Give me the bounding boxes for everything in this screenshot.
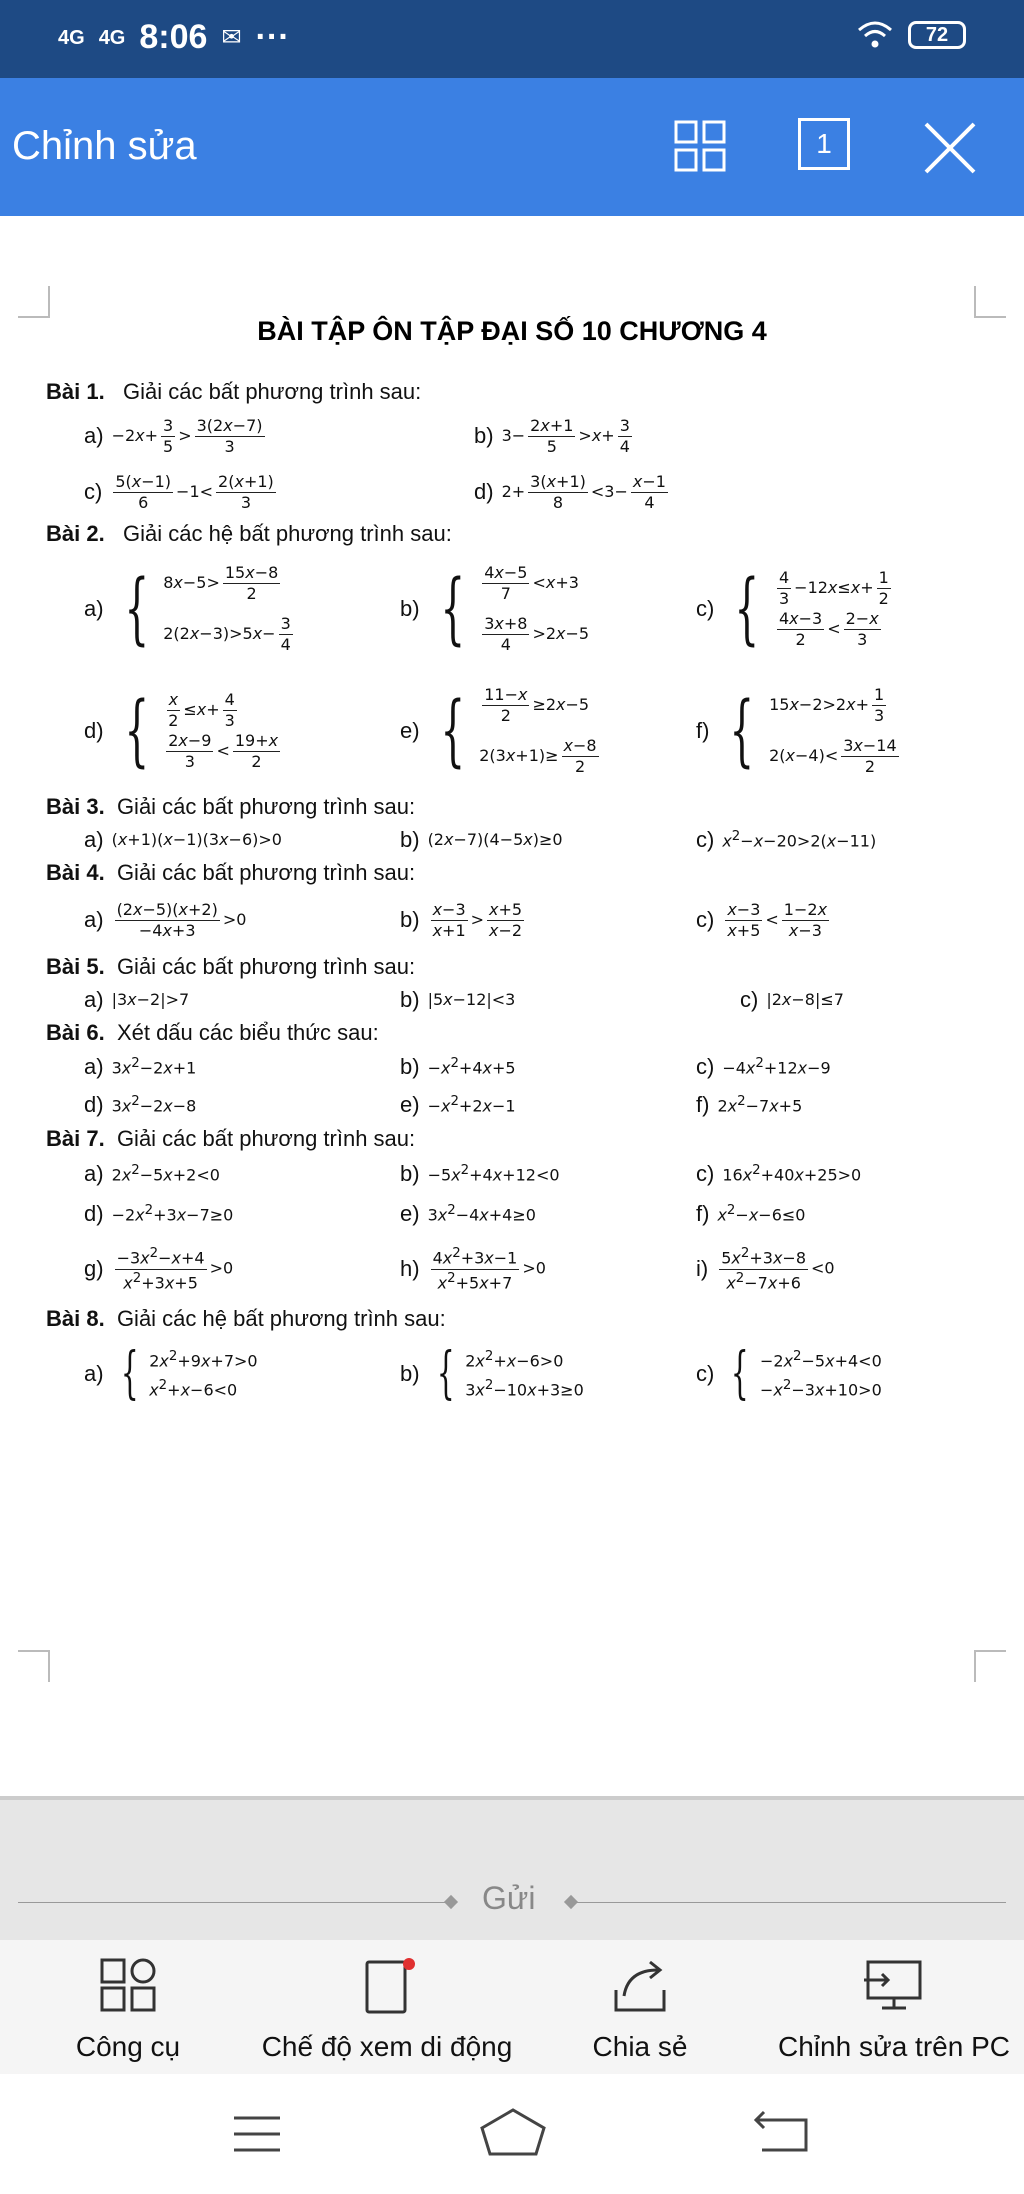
exercise-8-row: a) { $2x^2+9x+7>0$ $x^2+x-6<0$ b) { $2x^2+x-6>0$ $3x^2-10x+3\ge 0$ c) { $-2x^2-5x+4<0$ $-x^2-3x+10>0$	[84, 1341, 882, 1406]
exercise-3-heading: Bài 3. Giải các bất phương trình sau:	[46, 794, 416, 819]
crop-mark	[18, 286, 50, 318]
exercise-4-row: a) $\frac{(2x-5)(x+2)}{-4x+3}$ >0 b) $\frac{x-3}{x+1}$ > $\frac{x+5}{x-2}$ c) $\frac{x-3}{x+5}$ < $\frac{1-2x}{x-3}$	[84, 899, 828, 940]
mobile-view-label: Chế độ xem di động	[261, 2031, 513, 2062]
exercise-7-row-2: d) $-2x^2+3x-7\ge 0$ e) $3x^2-4x+4\ge 0$ f) $x^2-x-6\le 0$	[84, 1201, 806, 1226]
signal-1: 4G	[58, 26, 85, 49]
notification-icon: ✉	[221, 24, 242, 51]
exercise-2-row-1: a) { 8x−5> $\frac{15x-8}{2}$ 2(2x−3)>5x− $\frac{3}{4}$ b) { $\frac{4x-5}{7}$ <x+3 $\frac{3x+8}{4}$ >2x−5 c) { $\frac{4}{3}$ −12x≤x+ $\frac{1}{2}$ $\frac{4x-3}{2}$ < $\frac{2-x}{3}$	[84, 563, 889, 654]
exercise-3-row: a) (x+1)(x−1)(3x−6)>0 b) (2x−7)(4−5x)≥0 c) $x^2-x-20>2(x-11)$	[84, 827, 877, 852]
page-count-button[interactable]: 1	[798, 118, 850, 170]
system-nav-bar	[0, 2074, 1024, 2194]
send-label[interactable]: Gửi	[482, 1880, 536, 1916]
battery-indicator: 72	[908, 21, 966, 49]
status-bar	[0, 0, 1024, 78]
send-divider[interactable]	[0, 1880, 1024, 1924]
more-notifications: ···	[255, 18, 290, 56]
close-icon[interactable]	[920, 118, 980, 178]
exercise-2-heading: Bài 2. Giải các hệ bất phương trình sau:	[46, 521, 452, 546]
exercise-6-row-2: d) $3x^2-2x-8$ e) $-x^2+2x-1$ f) $2x^2-7x+5$	[84, 1092, 803, 1117]
document-body	[46, 376, 966, 1414]
document-page[interactable]	[0, 216, 1024, 1796]
edit-on-pc-label: Chỉnh sửa trên PC	[778, 2031, 1010, 2062]
exercise-7-heading: Bài 7. Giải các bất phương trình sau:	[46, 1126, 416, 1151]
grid-view-icon[interactable]	[672, 118, 728, 174]
exercise-4-heading: Bài 4. Giải các bất phương trình sau:	[46, 860, 416, 885]
signal-2: 4G	[98, 26, 126, 49]
exercise-5-heading: Bài 5. Giải các bất phương trình sau:	[46, 954, 416, 979]
tools-label: Công cụ	[75, 2031, 181, 2062]
page-title: Chỉnh sửa	[12, 124, 197, 168]
exercise-2-row-2: d) { $\frac{x}{2}$ ≤x+ $\frac{4}{3}$ $\frac{2x-9}{3}$ < $\frac{19+x}{2}$ e) { $\frac{11-x}{2}$ ≥2x−5 2(3x+1)≥ $\frac{x-8}{2}$ f) { 15x−2>2x+ $\frac{1}{3}$ 2(x−4)< $\frac{3x-14}{2}$	[84, 685, 897, 776]
exercise-7-row-3: g) $\frac{-3x^2-x+4}{x^2+3x+5}$ >0 h) $\frac{4x^2+3x-1}{x^2+5x+7}$ >0 i) $\frac{5x^2+3x-8}{x^2-7x+6}$ <0	[84, 1246, 835, 1292]
mobile-view-button[interactable]	[252, 1956, 522, 2063]
tools-icon	[98, 1956, 158, 2014]
exercise-1-row-2: c) $\frac{5(x-1)}{6}$ −1< $\frac{2(x+1)}{3}$ d) 2+ $\frac{3(x+1)}{8}$ <3− $\frac{x-1}{4}$	[84, 471, 666, 512]
exercise-1-heading: Bài 1. Giải các bất phương trình sau:	[46, 379, 422, 404]
exercise-5-row: a) |3x−2|>7 b) |5x−12|<3 c) |2x−8|≤7	[84, 987, 844, 1012]
exercise-6-heading: Bài 6. Xét dấu các biểu thức sau:	[46, 1020, 379, 1045]
share-icon	[610, 1956, 670, 2014]
crop-mark	[974, 286, 1006, 318]
edit-on-pc-button[interactable]	[764, 1956, 1024, 2063]
share-label: Chia sẻ	[592, 2031, 688, 2062]
share-button[interactable]	[580, 1956, 700, 2063]
exercise-1-row-1: a) −2x+ $\frac{3}{5}$ > $\frac{3(2x-7)}{3}$ b) 3− $\frac{2x+1}{5}$ >x+ $\frac{3}{4}$	[84, 415, 630, 456]
bottom-toolbar	[0, 1940, 1024, 2074]
wifi-icon	[856, 20, 894, 50]
mobile-view-icon	[355, 1956, 419, 2014]
back-icon[interactable]	[752, 2108, 812, 2156]
document-title: BÀI TẬP ÔN TẬP ĐẠI SỐ 10 CHƯƠNG 4	[257, 316, 767, 346]
tools-button[interactable]	[68, 1956, 188, 2063]
clock: 8:06	[139, 18, 208, 56]
exercise-6-row-1: a) $3x^2-2x+1$ b) $-x^2+4x+5$ c) $-4x^2+12x-9$	[84, 1054, 831, 1079]
menu-icon[interactable]	[232, 2112, 282, 2156]
crop-mark	[974, 1650, 1006, 1682]
pc-icon	[862, 1956, 926, 2014]
exercise-7-row-1: a) $2x^2-5x+2<0$ b) $-5x^2+4x+12<0$ c) $16x^2+40x+25>0$	[84, 1161, 862, 1186]
crop-mark	[18, 1650, 50, 1682]
app-bar	[0, 78, 1024, 216]
home-icon[interactable]	[478, 2106, 548, 2158]
exercise-8-heading: Bài 8. Giải các hệ bất phương trình sau:	[46, 1306, 446, 1331]
